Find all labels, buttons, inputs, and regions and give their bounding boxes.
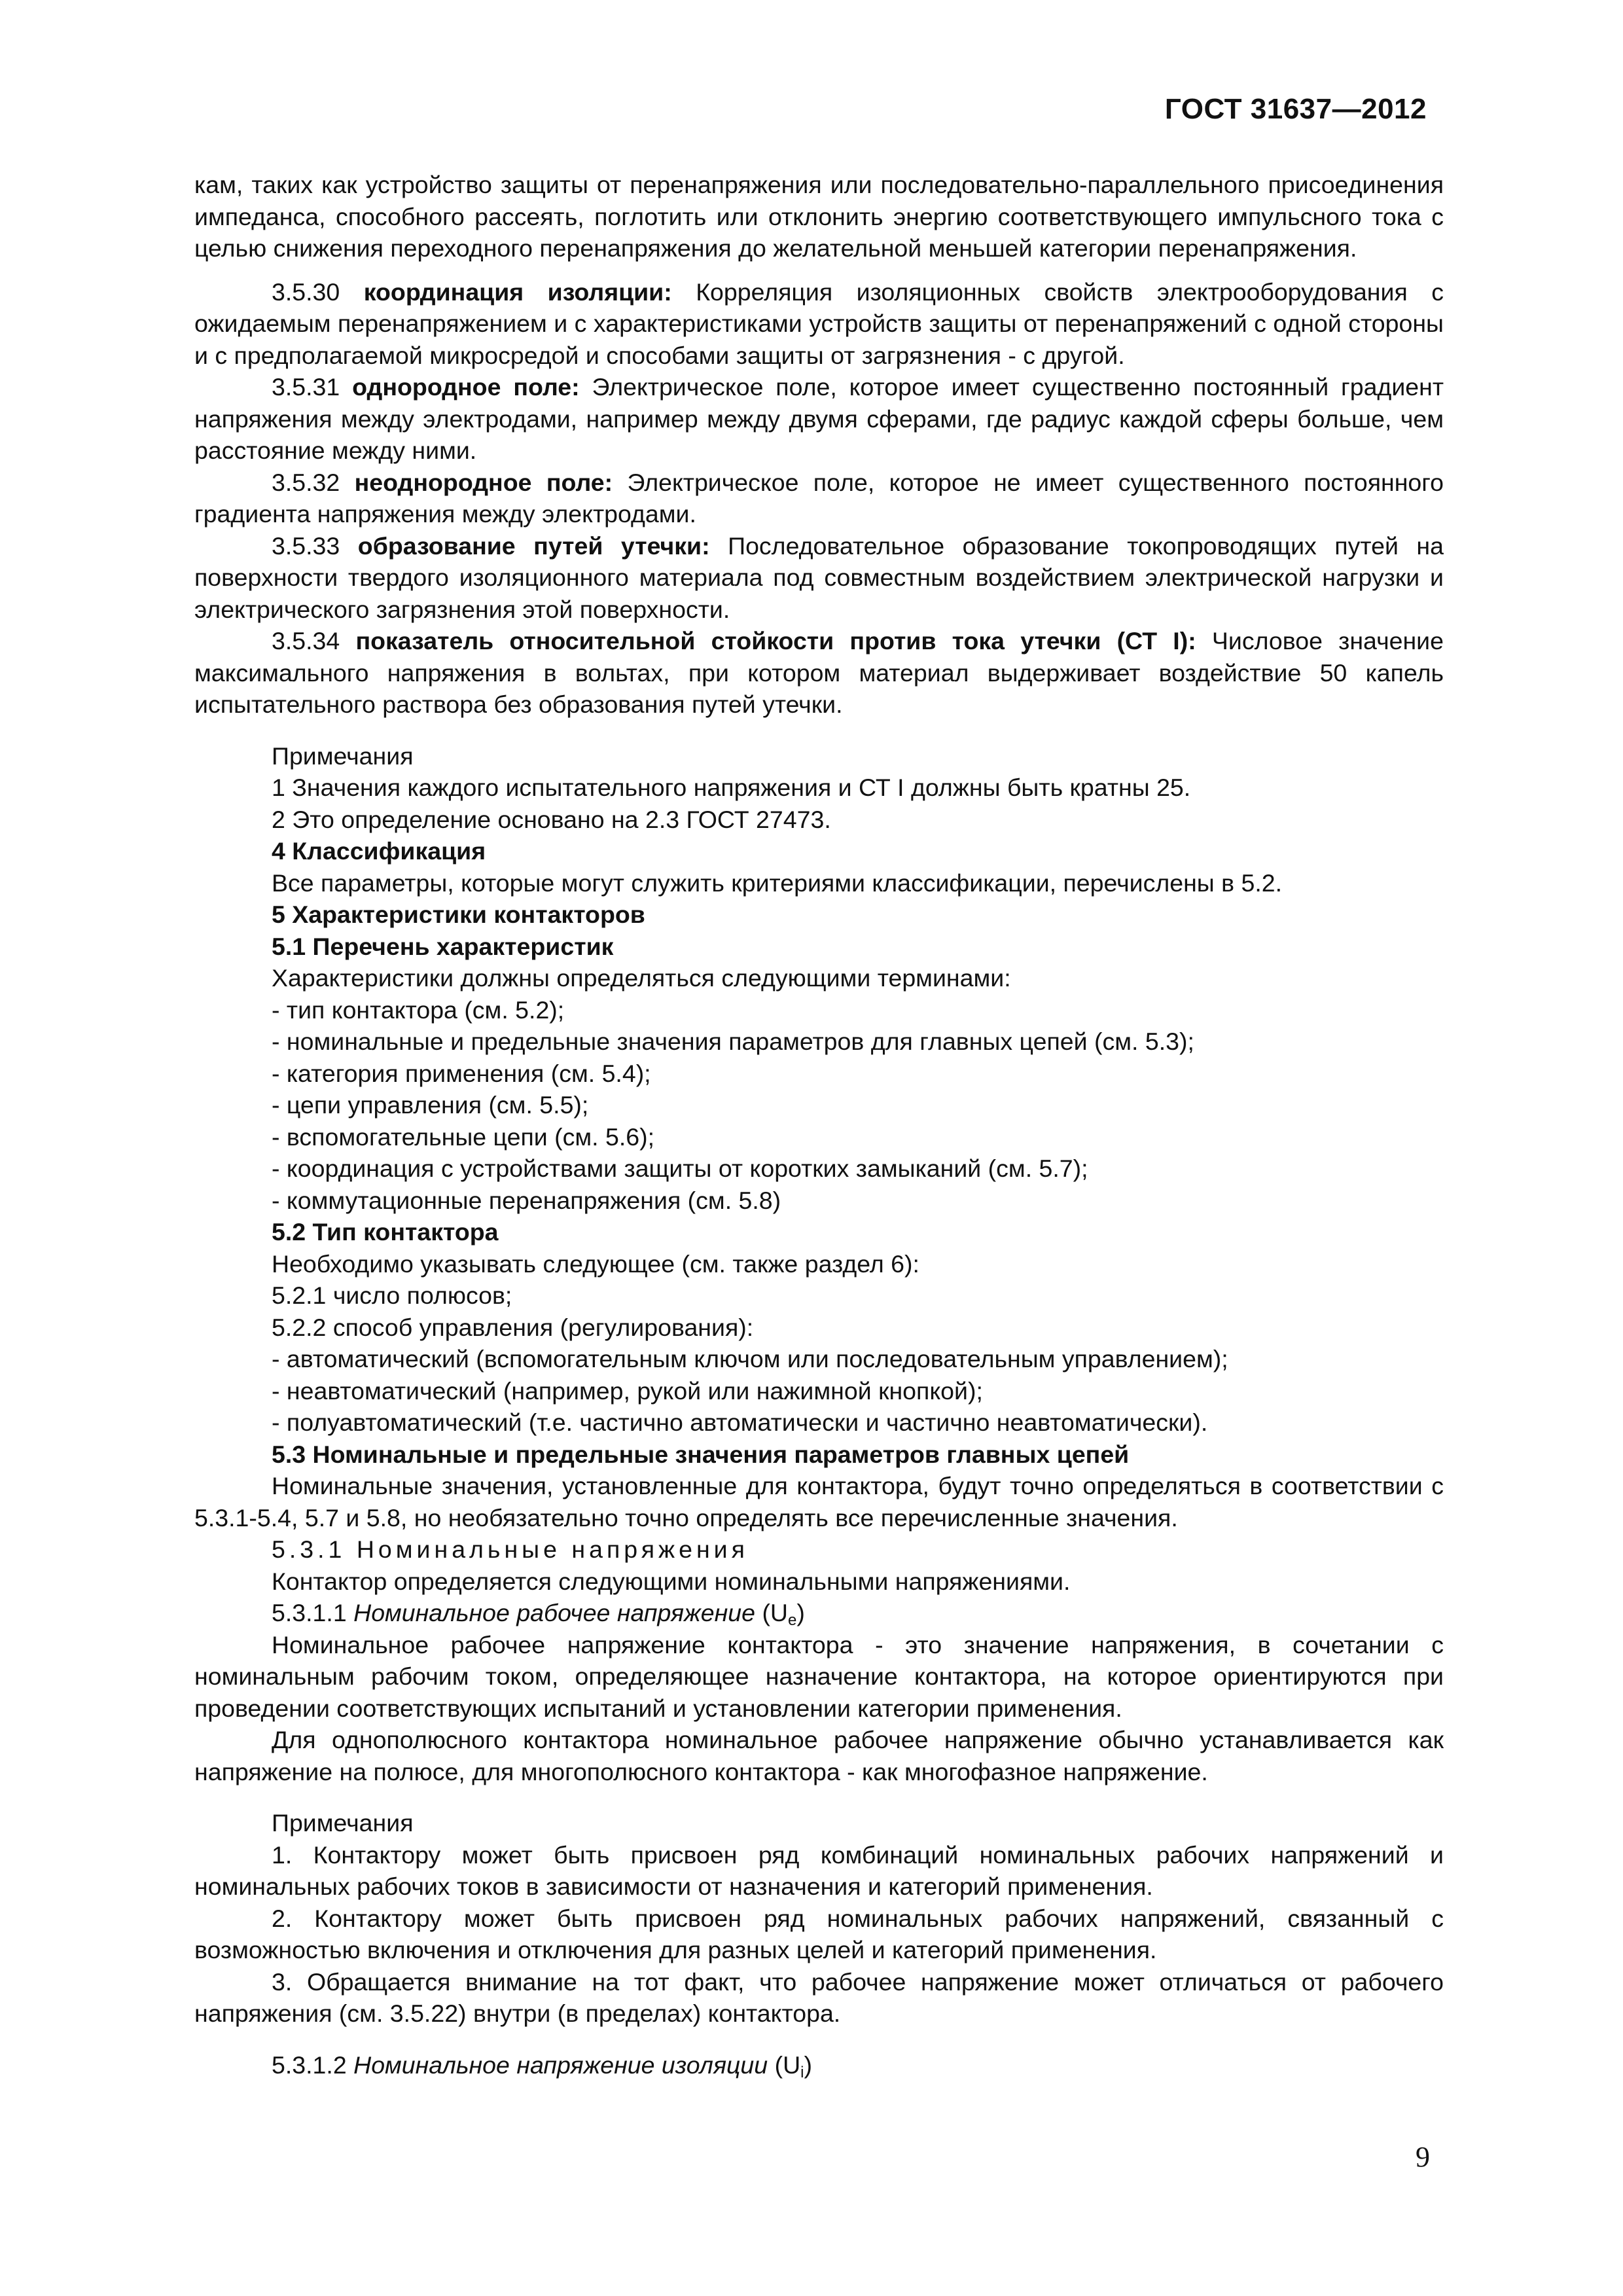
list-item: - неавтоматический (например, рукой или нажимной кнопкой); (272, 1376, 983, 1405)
definition-text: Электрическое поле, которое не имеет существенного постоянного градиента напряжения между электродами. (194, 468, 1444, 528)
defined-term: неоднородное поле: (354, 468, 613, 496)
clause-5-3-1-2 (194, 2049, 1444, 2081)
paragraph: Для однополюсного контактора номинальное рабочее напряжение обычно устанавливается как напряжение на полюсе, для многополюсного контактора - как многофазное напряжение. (194, 1726, 1444, 1785)
list-item: - полуавтоматический (т.е. частично автоматически и частично неавтоматически). (272, 1408, 1208, 1436)
paragraph: Номинальное рабочее напряжение контактора - это значение напряжения, в сочетании с номинальным рабочим током, определяющее назначение контактора, на которое ориентируются при проведении соответствующих испытаний и установлении категории применения. (194, 1630, 1444, 1722)
note-item: 2. Контактору может быть присвоен ряд номинальных рабочих напряжений, связанный с возможностью включения и отключения для разных целей и категорий применения. (194, 1904, 1444, 1964)
clause-number: 3.5.33 (272, 531, 340, 560)
symbol-subscript: e (788, 1611, 797, 1629)
subsection-heading-5-2 (194, 1216, 1444, 1248)
definition-3-5-32 (194, 467, 1444, 530)
clause-5-2-2: 5.2.2 способ управления (регулирования): (272, 1313, 754, 1341)
clause-5-2-1: 5.2.1 число полюсов; (272, 1282, 512, 1309)
note-item: 3. Обращается внимание на тот факт, что рабочее напряжение может отличаться от рабочего напряжения (см. 3.5.22) внутри (в пределах) контактора. (194, 1967, 1444, 2027)
heading-text: 4 Классификация (272, 837, 486, 865)
defined-term: образование путей утечки: (357, 531, 710, 560)
list-item: - автоматический (вспомогательным ключом или последовательным управлением); (272, 1345, 1228, 1372)
heading-text: 5.3 Номинальные и предельные значения параметров главных цепей (272, 1440, 1130, 1468)
clause-number: 3.5.30 (272, 278, 340, 306)
definition-3-5-30 (194, 276, 1444, 372)
section-5-3-1-text: Контактор определяется следующими номинальными напряжениями. (272, 1567, 1071, 1595)
heading-text: 5 Характеристики контакторов (272, 901, 645, 928)
clause-number: 3.5.31 (272, 373, 340, 401)
list-item: - цепи управления (см. 5.5); (272, 1091, 589, 1119)
section-4-text: Все параметры, которые могут служить критериями классификации, перечислены в 5.2. (272, 869, 1283, 897)
section-heading-5 (194, 899, 1444, 931)
clause-title: Номинальное рабочее напряжение (353, 1599, 756, 1626)
clause-5-3-1-1 (194, 1597, 1444, 1629)
clause-number: 5.3.1.2 (272, 2051, 347, 2079)
list-item: - коммутационные перенапряжения (см. 5.8) (272, 1186, 781, 1214)
definition-text: Последовательное образование токопроводящих путей на поверхности твердого изоляционного материала под совместным воздействием электрической нагрузки и электрического загрязнения этой поверхности. (194, 531, 1444, 623)
clause-number: 5.3.1.1 (272, 1599, 347, 1626)
subsection-heading-5-3 (194, 1439, 1444, 1471)
note-item: 1. Контактору может быть присвоен ряд комбинаций номинальных рабочих напряжений и номинальных рабочих токов в зависимости от назначения и категорий применения. (194, 1840, 1444, 1900)
definition-3-5-33 (194, 530, 1444, 626)
section-5-1-intro: Характеристики должны определяться следующими терминами: (272, 964, 1011, 992)
subsection-heading-5-3-1: 5.3.1 Номинальные напряжения (272, 1535, 749, 1563)
symbol-subscript: i (800, 2063, 804, 2081)
definition-3-5-31 (194, 371, 1444, 467)
list-item: - категория применения (см. 5.4); (272, 1059, 651, 1087)
clause-number: 3.5.34 (272, 627, 340, 655)
symbol-close: ) (796, 1599, 805, 1626)
continued-paragraph: кам, таких как устройство защиты от перенапряжения или последовательно-параллельного присоединения импеданса, способного рассеять, поглотить или отклонить энергию соответствующего импульсного тока с целью снижения переходного перенапряжения до желательной меньшей категории перенапряжения. (194, 171, 1444, 262)
notes-title: Примечания (272, 1809, 414, 1837)
symbol-open: (U (774, 2051, 801, 2079)
heading-text: 5.1 Перечень характеристик (272, 932, 614, 960)
page-number: 9 (1416, 2141, 1430, 2173)
note-item: 1 Значения каждого испытательного напряжения и СТ I должны быть кратны 25. (272, 774, 1191, 801)
definition-3-5-34 (194, 625, 1444, 721)
definition-text: Корреляция изоляционных свойств электрооборудования с ожидаемым перенапряжением и с характеристиками устройств защиты от перенапряжений с одной стороны и с предполагаемой микросредой и способами защиты от загрязнения - с другой. (194, 278, 1444, 369)
notes-title: Примечания (272, 742, 414, 770)
section-heading-4 (194, 835, 1444, 867)
document-body (194, 169, 1444, 2081)
clause-number: 3.5.32 (272, 468, 340, 496)
section-5-3-text: Номинальные значения, установленные для контактора, будут точно определяться в соответствии с 5.3.1-5.4, 5.7 и 5.8, но необязательно точно определять все перечисленные значения. (194, 1472, 1444, 1532)
defined-term: координация изоляции: (363, 278, 672, 306)
defined-term: показатель относительной стойкости против тока утечки (СТ I): (355, 627, 1196, 655)
definition-text: Числовое значение максимального напряжения в вольтах, при котором материал выдерживает воздействие 50 капель испытательного раствора без образования путей утечки. (194, 627, 1444, 718)
subsection-heading-5-1 (194, 931, 1444, 963)
clause-title: Номинальное напряжение изоляции (353, 2051, 768, 2079)
list-item: - вспомогательные цепи (см. 5.6); (272, 1122, 655, 1151)
list-item: - координация с устройствами защиты от коротких замыканий (см. 5.7); (272, 1155, 1088, 1182)
standard-designation: ГОСТ 31637—2012 (1164, 93, 1427, 125)
note-item: 2 Это определение основано на 2.3 ГОСТ 27473. (272, 805, 831, 833)
section-5-2-intro: Необходимо указывать следующее (см. также раздел 6): (272, 1249, 919, 1278)
definition-text: Электрическое поле, которое имеет существенно постоянный градиент напряжения между электродами, например между двумя сферами, где радиус каждой сферы больше, чем расстояние между ними. (194, 373, 1444, 464)
symbol-open: (U (762, 1599, 789, 1626)
heading-text: 5.2 Тип контактора (272, 1218, 499, 1246)
list-item: - номинальные и предельные значения параметров для главных цепей (см. 5.3); (272, 1028, 1194, 1055)
symbol-close: ) (804, 2051, 812, 2079)
list-item: - тип контактора (см. 5.2); (272, 996, 565, 1024)
defined-term: однородное поле: (352, 373, 580, 401)
